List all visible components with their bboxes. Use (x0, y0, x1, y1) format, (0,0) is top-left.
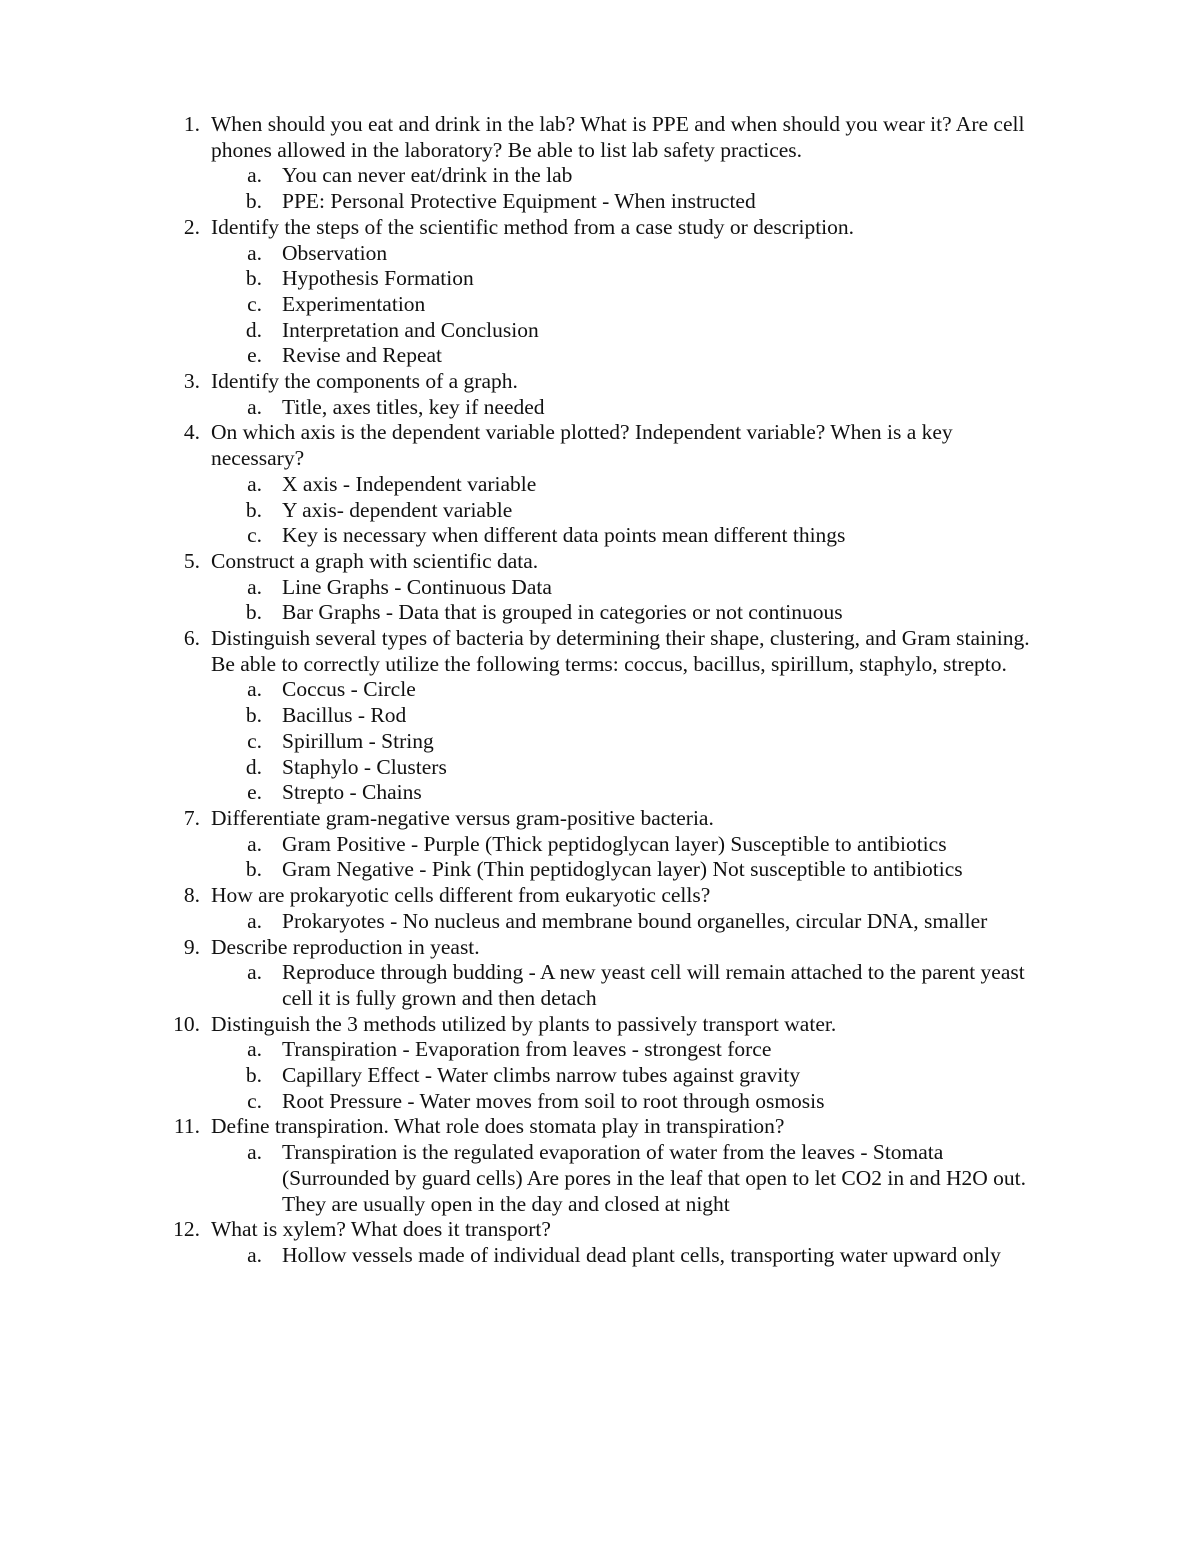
answer-text: Y axis- dependent variable (282, 497, 513, 522)
answer-letter: d. (245, 317, 262, 342)
answer-letter: a. (247, 394, 262, 419)
question-item (0, 935, 1200, 961)
question-item (0, 1114, 1200, 1140)
question-number: 12. (173, 1217, 200, 1242)
answer-letter: a. (247, 471, 262, 496)
answer-item (0, 292, 1200, 318)
answer-text: Gram Negative - Pink (Thin peptidoglycan layer) Not susceptible to antibiotics (282, 857, 963, 882)
answer-text: Staphylo - Clusters (282, 754, 447, 779)
answer-item (0, 1063, 1200, 1089)
answer-letter: d. (245, 754, 262, 779)
question-text: What is xylem? What does it transport? (211, 1217, 551, 1242)
question-item (0, 549, 1200, 575)
question-text: Describe reproduction in yeast. (211, 934, 480, 959)
answer-item (0, 832, 1200, 858)
question-item (0, 215, 1200, 241)
answer-letter: b. (245, 189, 262, 214)
answer-item (0, 189, 1200, 215)
answer-letter: b. (245, 1063, 262, 1088)
answer-item (0, 857, 1200, 883)
question-item (0, 626, 1200, 677)
answer-text: Bar Graphs - Data that is grouped in categories or not continuous (282, 600, 843, 625)
question-text: Identify the components of a graph. (211, 369, 518, 394)
answer-text: Title, axes titles, key if needed (282, 394, 545, 419)
answer-letter: b. (245, 266, 262, 291)
answer-item (0, 575, 1200, 601)
answer-letter: a. (247, 1037, 262, 1062)
answer-text: PPE: Personal Protective Equipment - When instructed (282, 189, 756, 214)
answer-item (0, 523, 1200, 549)
answer-item (0, 780, 1200, 806)
question-number: 7. (183, 805, 200, 830)
answer-letter: c. (247, 291, 262, 316)
answer-letter: e. (247, 780, 262, 805)
answer-text: Experimentation (282, 291, 426, 316)
answer-letter: b. (245, 600, 262, 625)
answer-text: Root Pressure - Water moves from soil to root through osmosis (282, 1088, 825, 1113)
question-number: 10. (173, 1011, 200, 1036)
question-text: Distinguish several types of bacteria by determining their shape, clustering, and Gram staining. Be able to correctly utilize the following terms: coccus, bacillus, spirillum, staphylo, strepto. (211, 626, 1030, 676)
answer-text: Reproduce through budding - A new yeast cell will remain attached to the parent yeast cell it is fully grown and then detach (282, 960, 1025, 1010)
answer-letter: a. (247, 574, 262, 599)
answer-item (0, 677, 1200, 703)
answer-letter: a. (247, 960, 262, 985)
answer-text: Capillary Effect - Water climbs narrow tubes against gravity (282, 1063, 801, 1088)
answer-item (0, 703, 1200, 729)
question-item (0, 369, 1200, 395)
answer-item (0, 600, 1200, 626)
answer-text: Hollow vessels made of individual dead plant cells, transporting water upward only (282, 1242, 1001, 1267)
answer-item (0, 755, 1200, 781)
question-text: Differentiate gram-negative versus gram-positive bacteria. (211, 805, 714, 830)
answer-letter: a. (247, 1140, 262, 1165)
answer-text: Spirillum - String (282, 728, 434, 753)
answer-text: Key is necessary when different data points mean different things (282, 523, 846, 548)
question-number: 3. (183, 369, 200, 394)
answer-item (0, 163, 1200, 189)
question-number: 1. (183, 112, 200, 136)
answer-item (0, 909, 1200, 935)
answer-letter: a. (247, 163, 262, 188)
question-item (0, 806, 1200, 832)
answer-item (0, 395, 1200, 421)
answer-text: Strepto - Chains (282, 780, 422, 805)
question-item (0, 420, 1200, 471)
answer-letter: a. (247, 677, 262, 702)
answer-text: Transpiration - Evaporation from leaves - strongest force (282, 1037, 772, 1062)
question-item (0, 883, 1200, 909)
answer-letter: c. (247, 523, 262, 548)
answer-text: Line Graphs - Continuous Data (282, 574, 552, 599)
question-number: 4. (183, 420, 200, 445)
question-number: 11. (173, 1114, 200, 1139)
answer-text: Hypothesis Formation (282, 266, 474, 291)
question-item (0, 1217, 1200, 1243)
question-number: 6. (183, 626, 200, 651)
answer-text: Bacillus - Rod (282, 703, 407, 728)
answer-letter: a. (247, 908, 262, 933)
question-text: How are prokaryotic cells different from eukaryotic cells? (211, 883, 711, 908)
question-number: 9. (183, 934, 200, 959)
answer-letter: e. (247, 343, 262, 368)
answer-text: Transpiration is the regulated evaporation of water from the leaves - Stomata (Surrounded by guard cells) Are pores in the leaf that open to let CO2 in and H2O out. They are usually open in the day and closed at night (282, 1140, 1026, 1216)
question-item (0, 112, 1200, 163)
answer-item (0, 318, 1200, 344)
answer-text: Observation (282, 240, 388, 265)
question-text: On which axis is the dependent variable plotted? Independent variable? When is a key necessary? (211, 420, 953, 471)
question-number: 2. (183, 214, 200, 239)
answer-letter: a. (247, 1242, 262, 1267)
answer-text: Gram Positive - Purple (Thick peptidoglycan layer) Susceptible to antibiotics (282, 831, 947, 856)
answer-letter: b. (245, 497, 262, 522)
answer-text: Interpretation and Conclusion (282, 317, 539, 342)
study-guide-page (0, 112, 1200, 1269)
question-text: Define transpiration. What role does stomata play in transpiration? (211, 1114, 785, 1139)
question-number: 5. (183, 548, 200, 573)
answer-letter: a. (247, 831, 262, 856)
answer-text: Revise and Repeat (282, 343, 443, 368)
question-text: When should you eat and drink in the lab? What is PPE and when should you wear it? Are cell phones allowed in the laboratory? Be able to list lab safety practices. (211, 112, 1025, 162)
answer-item (0, 241, 1200, 267)
answer-letter: c. (247, 1088, 262, 1113)
answer-item (0, 729, 1200, 755)
answer-item (0, 1243, 1200, 1269)
answer-item (0, 1037, 1200, 1063)
answer-letter: b. (245, 703, 262, 728)
answer-item (0, 266, 1200, 292)
answer-item (0, 1089, 1200, 1115)
answer-text: Coccus - Circle (282, 677, 416, 702)
answer-item (0, 343, 1200, 369)
answer-item (0, 1140, 1200, 1217)
answer-item (0, 498, 1200, 524)
question-text: Identify the steps of the scientific method from a case study or description. (211, 214, 855, 239)
answer-text: Prokaryotes - No nucleus and membrane bound organelles, circular DNA, smaller (282, 908, 988, 933)
answer-text: You can never eat/drink in the lab (282, 163, 573, 188)
answer-letter: c. (247, 728, 262, 753)
question-text: Construct a graph with scientific data. (211, 548, 539, 573)
question-text: Distinguish the 3 methods utilized by plants to passively transport water. (211, 1011, 837, 1036)
question-item (0, 1012, 1200, 1038)
answer-letter: a. (247, 240, 262, 265)
question-number: 8. (183, 883, 200, 908)
answer-letter: b. (245, 857, 262, 882)
answer-item (0, 472, 1200, 498)
answer-text: X axis - Independent variable (282, 471, 537, 496)
answer-item (0, 960, 1200, 1011)
